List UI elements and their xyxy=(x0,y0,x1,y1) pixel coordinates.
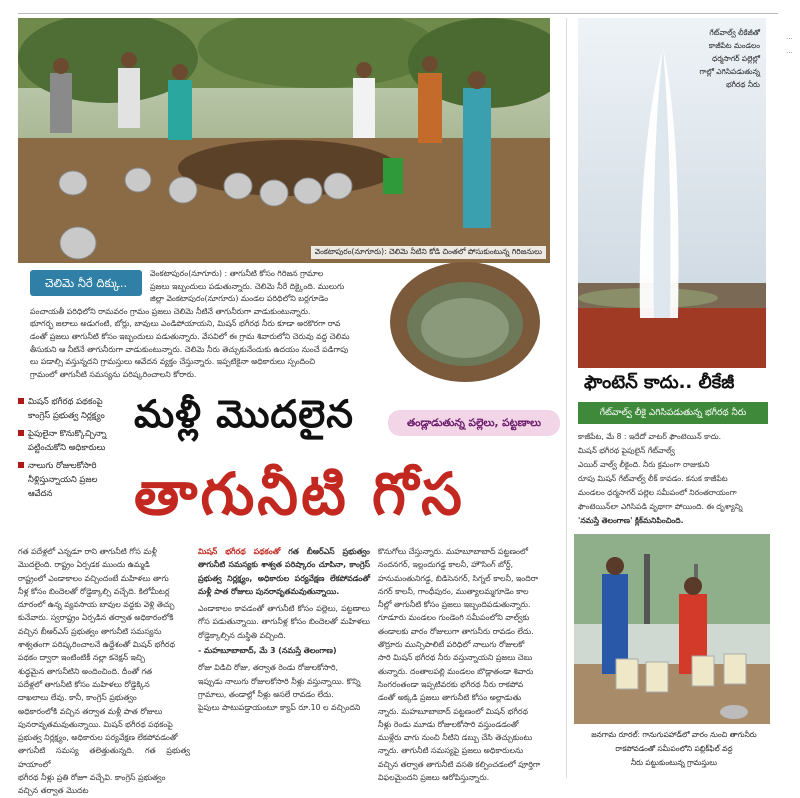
col1-line: దూరంలో ఉన్న వ్యవసాయ బావుల వద్దకు వెళ్లి తెచ్చు xyxy=(18,600,175,610)
article-col2 xyxy=(198,545,370,715)
col2-lead-rest: గత బీఆర్‌ఎస్ ప్రభుత్వం తాగునీటి సమస్యకు శాశ్వత పరిష్కారం చూపినా, కాంగ్రెస్ ప్రభుత్వ నిర్లక్ష్యం, అధికారుల పర్యవేక్షణ లేకపోవడంతో మళ్లీ పాత రోజులు పునరావృతమవుతున్నాయి. xyxy=(198,547,370,596)
col3-line: వచ్చిన తర్వాత తాగునీటి వసతి కల్పించడంలో పూర్తిగా xyxy=(378,759,541,769)
story2-line: రూపు మిషన్ గేట్‌వాల్వ్ లీక్ కావడం. కనుక కాజీపేట xyxy=(578,474,728,483)
story3-photo xyxy=(574,534,770,724)
story2-line: కాజీపేట, మే 8 : ఇదేదో వాటర్ ఫౌంటెయిన్ కాదు. xyxy=(578,432,722,441)
col1-line: దాఖలాలు లేవు. కానీ, కాంగ్రెస్ ప్రభుత్వం xyxy=(18,693,137,703)
caption-line: భగీరథ నీరు xyxy=(726,80,760,89)
caption-line: గేట్‌వాల్వ్ లీకేజీతో xyxy=(709,28,760,37)
story2-line: మండలం ధర్మసాగర్ పల్లెల సమీపంలో నిరంతరాయంగా xyxy=(578,488,737,497)
col1-line: శుద్ధమైన తాగునీటిని అందించింది. దీంతో గత xyxy=(18,666,153,676)
right-margin-hint xyxy=(786,30,800,58)
col1-line: పునరావృతమవుతున్నాయి. మిషన్ భగీరథ పథకంపై xyxy=(18,719,173,729)
story1-body xyxy=(30,268,385,381)
col1-line: మొదలైంది. రాష్ట్రం ఏర్పడక ముందు ఉమ్మడి xyxy=(18,560,150,570)
women-water-cans-photo xyxy=(574,534,770,724)
villagers-pots-photo xyxy=(18,18,550,263)
col3-line: నీల్లో తాగునీటి కోసం ప్రజలు ఇబ్బందిపడుతున్నారు. xyxy=(378,600,531,610)
bullet-item xyxy=(18,426,122,454)
story3-caption-line: నీరు పట్టుకుంటున్న గ్రామస్తులు xyxy=(630,758,718,767)
col1-line: తాగునీటి సమస్య తలెత్తుతున్నది. గత ప్రభుత్వ హయాంలో xyxy=(18,746,190,769)
col3-line: న్నారు. మహబూబాబాద్ పట్టణంలో మిషన్ భగీరథ xyxy=(378,706,529,716)
article-col3 xyxy=(378,545,564,784)
col3-line: కొనుగోలు చేస్తున్నారు. మహబూబాబాద్ పట్టణంలో xyxy=(378,547,528,556)
bullet-square-icon xyxy=(18,430,24,436)
top-rule xyxy=(18,13,778,14)
story1-line: గ్రామంలో తాగునీటి సమస్యను పరిష్కరించాలని కోరారు. xyxy=(30,369,197,379)
story2-bar xyxy=(578,402,768,424)
story1-line: ప్రజలు ఇబ్బందులు పడుతున్నారు. చెలిమె నీరే దిక్కైంది. ములుగు xyxy=(150,281,345,291)
bullet-item xyxy=(18,458,122,500)
story1-tag-label: చెలిమె నీరే దిక్కు.. xyxy=(44,276,128,290)
col3-line: న్నారు. తాగునీటి సమస్యపై ప్రజలు అధికారులను xyxy=(378,746,524,756)
headline-line1: మళ్లీ మొదలైన xyxy=(134,392,354,436)
col1-line: ప్రభుత్వ నిర్లక్ష్యం, అధికారుల పర్యవేక్షణ లేకపోవడంతో xyxy=(18,733,178,743)
col1-line: పథకం ద్వారా ఇంటింటికీ నల్లా కనెక్షన్ ఇచ్చి xyxy=(18,653,146,663)
bullet-item xyxy=(18,394,122,422)
col3-line: గూడూరు మండలం గుండెంగి సమీపంలోని వాల్వ్‌కు xyxy=(378,613,530,623)
col1-line: కునేవారు. స్వరాష్ట్రం ఏర్పడిన తర్వాత అధికారంలోకి xyxy=(18,613,174,623)
highlight-bullets xyxy=(18,394,122,504)
bullet-text: మిషన్ భగీరథ పథకంపై కాంగ్రెస్ ప్రభుత్వ నిర్లక్ష్యం xyxy=(28,396,105,420)
col3-line: సారి మిషన్ భగీరథ నీరు వస్తున్నాయని ప్రజలు చెబు xyxy=(378,653,533,663)
story3-caption xyxy=(574,728,774,770)
col2-para2: ఎండాకాలం కావడంతో తాగునీటి కోసం పల్లెలు, పట్టణాలు గోస పడుతున్నాయి. తాగునీళ్ల కోసం బిందెలతో మహిళలు రోడ్డెక్కాల్సిన దుస్థితి వచ్చింది. xyxy=(198,604,370,640)
col2-para3-line: గ్రామాలు, తండాల్లో నీళ్లు అసలే రావడం లేదు. xyxy=(198,689,334,699)
story2-line: ఫౌంటెయిన్‌లా ఎగిసిపడి వృథాగా పోయింది. ఈ దృశ్యాన్ని xyxy=(578,502,743,511)
col3-line: తొర్రూరు మున్సిపాలిటీ పరిధిలో నాలుగు రోజులకో xyxy=(378,640,525,650)
col3-line: ముళ్లేరు వాగు నుంచి నీటిని డబ్బు చేసి తెచ్చుకుంటు xyxy=(378,733,533,743)
story1-line: తీసుకుని ఆ నీటినే తాగునీరుగా వాడుకుంటున్నారు. చెలిమె నీరు తెచ్చుకునేందుకు ఉదయం నుంచే పడిగాపు xyxy=(30,344,349,354)
col2-para3-line: ఇప్పుడు నాలుగు రోజులకోసారి నీళ్లు వస్తున్నాయి. కొన్ని xyxy=(198,676,361,686)
col1-line: శాశ్వతంగా పరిష్కరించాలనే ఉద్దేశంతో మిషన్ భగీరథ xyxy=(18,640,176,650)
col3-line: తండాలకు వారం రోజులుగా తాగునీరు రావడం లేదు. xyxy=(378,626,534,636)
col3-line: నందనగర్, ఇల్లందుగడ్డ కాలనీ, హౌసింగ్ బోర్డ్, xyxy=(378,560,514,570)
headline-kicker xyxy=(388,410,560,436)
caption-line: ధర్మసాగర్ పల్లెల్లో xyxy=(711,54,760,63)
bullet-square-icon xyxy=(18,398,24,404)
story3-caption-line: జనగామ రూరల్: గానుగుపహాడ్‌లో వారం నుంచి తాగునీరు xyxy=(591,730,757,739)
col1-line: పదేళ్లలో తాగునీటి కోసం మహిళలు రోడ్డెక్కిన xyxy=(18,679,150,689)
margin-hint-1: ... xyxy=(786,33,793,41)
margin-hint-2: ... xyxy=(786,47,793,55)
bullet-text: పైపులైనా కొనుక్కొచ్చిన్నా పట్టించుకోని అధికారులు xyxy=(28,428,107,452)
col3-line: హనుమంతునిగడ్డ, బిడిసెనగర్, సిగ్నల్ కాలనీ, ఇందిరా xyxy=(378,573,539,583)
caption-line: గాల్లో ఎగిసిపడుతున్న xyxy=(699,67,760,76)
article-col1 xyxy=(18,545,190,798)
story1-photo xyxy=(18,18,550,263)
col3-line: డంతో అక్కడి ప్రజలు తాగునీటి కోసం అల్లాడుతు xyxy=(378,693,522,703)
story1-line: డంతో ప్రజలు తాగునీటి కోసం ఇబ్బందులు పడుతున్నారు. వేసవిలో ఈ గ్రామ శివారులోని చెరువు వద్ద చెలిమ xyxy=(30,331,350,341)
col3-line: విఫలమైందని ప్రజలు ఆరోపిస్తున్నారు. xyxy=(378,773,490,783)
story2-bar-label: గేట్‌వాల్వ్ లీకై ఎగిసిపడుతున్న భగీరథ నీరు xyxy=(599,408,747,418)
column-rule xyxy=(566,18,567,778)
col2-lead: మిషన్ భగీరథ పథకంతో xyxy=(198,547,281,556)
col3-line: నీళ్లు రెండు మూడు రోజులకోసారి వస్తుండడంతో xyxy=(378,719,519,729)
col2-lead-paragraph xyxy=(198,545,370,598)
story1-pit-photo xyxy=(390,262,540,382)
story2-line: మిషన్ భగీరథ పైపులైన్ గేట్‌వాల్వ్ xyxy=(578,446,675,455)
headline-line2: తాగునీటి గోస xyxy=(134,460,465,528)
col1-line: రాష్ట్రంలో ఎండాకాలం వచ్చిందంటే మహిళలు తాగు xyxy=(18,573,169,583)
col2-para3-line: పైపులు పాటుపడ్డాయంటూ క్యాప్ రూ.10 ల వచ్చిందని xyxy=(198,703,361,713)
story2-line: ఎయిర్ వాల్వ్ లీకైంది. నీరు క్రమంగా రాజుకుని xyxy=(578,460,710,469)
story1-line: భూగర్భ జలాలు అడుగంటి, బోర్లు, బావులు ఎండిపోయాయని, మిషన్ భగీరథ నీరు కూడా అరకొరగా రావ xyxy=(30,319,341,329)
col1-line: వచ్చిన బీఆర్‌ఎస్ ప్రభుత్వం తాగునీటి సమస్యను xyxy=(18,626,162,636)
story1-photo-caption: వెంకటాపురం(నూగూరు): చెలిమె నీటిని కోడి చింతలో పోసుకుంటున్న గిరిజనులు xyxy=(311,246,546,259)
col1-line: వచ్చిన తర్వాత మొదట xyxy=(18,786,89,796)
col1-line: భగీరథ నీళ్లు ప్రతి రోజూ వచ్చేవి. కాంగ్రెస్ ప్రభుత్వం xyxy=(18,773,166,783)
story2-photo-caption xyxy=(678,26,760,91)
headline-kicker-text: తండ్లాడుతున్న పల్లెలు, పట్టణాలు xyxy=(406,417,542,429)
story2-line: 'నమస్తే తెలంగాణ' క్లిక్‌మనిపించింది. xyxy=(578,516,684,525)
story2-body xyxy=(578,430,768,528)
story1-line: లు పడాల్సి వస్తున్నదని గ్రామస్తులు ఆవేదన వ్యక్తం చేస్తున్నారు. ఇప్పటికైనా అధికారులు స్పందించి xyxy=(30,357,316,367)
story1-line: వెంకటాపురం(నూగూరు) : తాగునీటి కోసం గిరిజన గ్రామాల xyxy=(150,269,324,278)
story2-photo xyxy=(578,18,766,368)
col1-line: గత పదేళ్లలో ఎన్నడూ రాని తాగునీటి గోస మళ్లీ xyxy=(18,547,157,556)
story2-headline: ఫౌంటెన్ కాదు.. లీకేజీ xyxy=(584,372,735,393)
col3-line: తున్నారు. దంతాలపల్లి మండలం బొడ్లాతండా శివారు xyxy=(378,666,534,676)
col2-dateline: - మహబూబాబాద్, మే 3 (నమస్తే తెలంగాణ) xyxy=(198,646,337,656)
col3-line: నగర్ కాలనీ, గాంధీపురం, ముత్యాలమ్మగూడెం కాల xyxy=(378,586,529,596)
bullet-square-icon xyxy=(18,462,24,468)
bullet-text: నాలుగు రోజులకోసారి నీళ్లిస్తున్నాయని ప్రజల ఆవేదన xyxy=(28,460,98,498)
col1-line: నీళ్ల కోసం బిందెలతో రోడ్డెక్కాల్సి వచ్చేది. కిలోమీటర్ల xyxy=(18,586,170,596)
water-pit-image xyxy=(390,262,540,382)
caption-line: కాజీపేట మండలం xyxy=(708,41,760,50)
story3-caption-line: రాకపోవడంతో సమీపంలోని పబ్లిక్‌ఫిల్ వద్ద xyxy=(615,744,733,753)
col1-line: అధికారంలోకి వచ్చిన తర్వాత మళ్లీ పాత రోజులు xyxy=(18,706,163,716)
story1-line: జిల్లా వెంకటాపురం(నూగూరు) మండల పరిధిలోని బర్లగూడెం xyxy=(150,294,329,304)
story1-line: పంచాయతీ పరిధిలోని రామవరం గ్రామం ప్రజలు చెలిమె నీటినే తాగునీరుగా వాడుకుంటున్నారు. xyxy=(30,306,311,316)
col3-line: సింగరంతండా ఇప్పటివరకు భగీరథ నీరు రాకపోవ xyxy=(378,679,524,689)
col2-para3-line: రోజు విడిచి రోజు, తర్వాత రెండు రోజులకోసారి, xyxy=(198,663,339,673)
